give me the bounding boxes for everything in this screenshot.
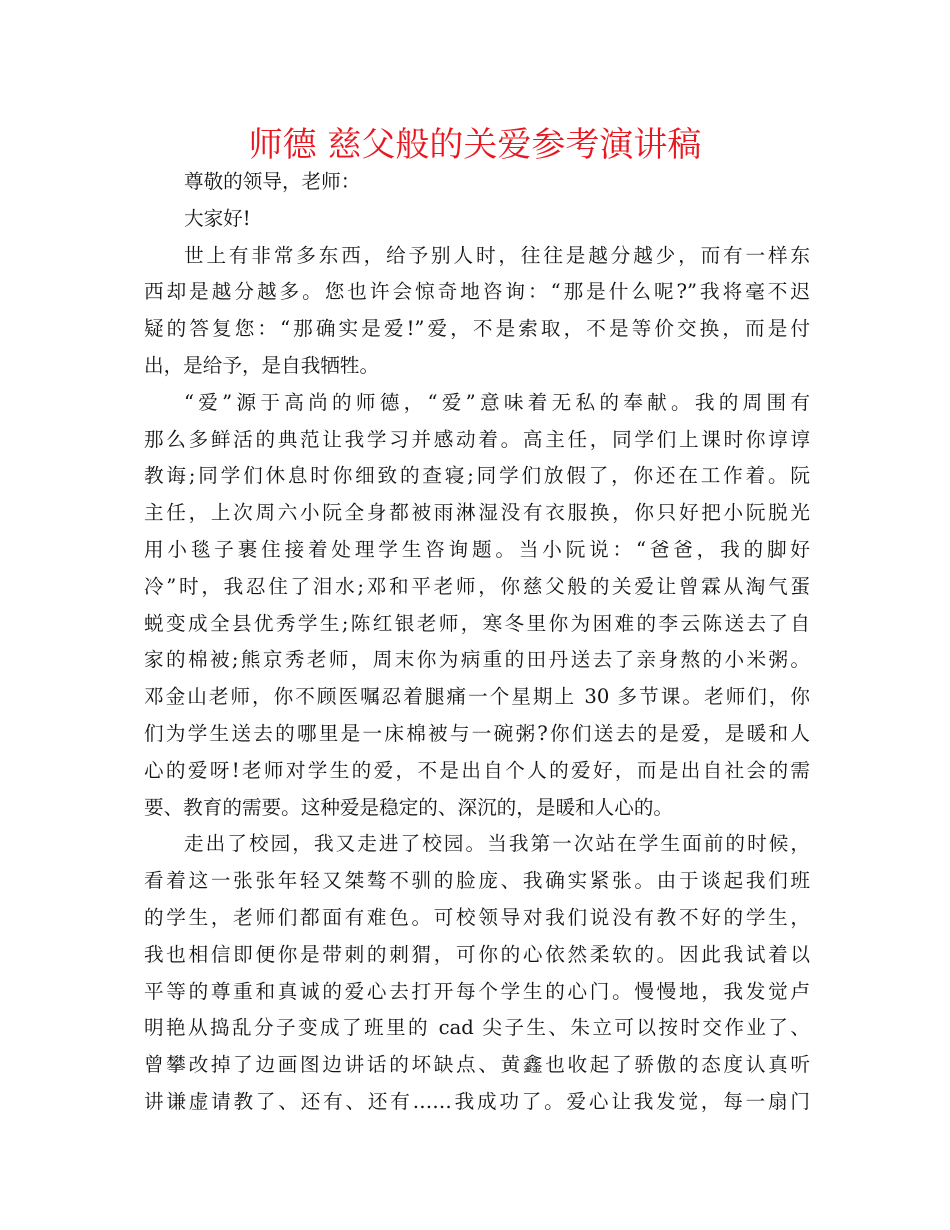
paragraph-line: 们为学生送去的哪里是一床棉被与一碗粥?你们送去的是爱，是暖和人	[144, 721, 810, 745]
paragraph-line: 教诲;同学们休息时你细致的查寝;同学们放假了，你还在工作着。阮	[144, 464, 810, 488]
greeting-line: 尊敬的领导，老师：	[184, 170, 361, 193]
paragraph-line: 出，是给予，是自我牺牲。	[144, 353, 380, 377]
paragraph-line: 曾攀改掉了边画图边讲话的坏缺点、黄鑫也收起了骄傲的态度认真听	[144, 1053, 810, 1077]
document-body	[144, 164, 810, 1121]
paragraph-line: 我也相信即便你是带刺的刺猬，可你的心依然柔软的。因此我试着以	[144, 942, 810, 966]
paragraph-line: 讲谦虚请教了、还有、还有……我成功了。爱心让我发觉，每一扇门	[144, 1089, 810, 1113]
paragraph-line: 西却是越分越多。您也许会惊奇地咨询：“那是什么呢?”我将毫不迟	[144, 280, 810, 304]
paragraph-1	[144, 238, 810, 385]
paragraph-line: 看着这一张张年轻又桀骜不驯的脸庞、我确实紧张。由于谈起我们班	[144, 869, 810, 893]
paragraph-line: 疑的答复您：“那确实是爱!”爱，不是索取，不是等价交换，而是付	[144, 317, 810, 341]
paragraph-line: “爱”源于高尚的师德，“爱”意味着无私的奉献。我的周围有	[184, 390, 810, 414]
paragraph-line: 的学生，老师们都面有难色。可校领导对我们说没有教不好的学生，	[144, 905, 810, 929]
paragraph-line: 心的爱呀!老师对学生的爱，不是出自个人的爱好，而是出自社会的需	[144, 758, 810, 782]
paragraph-line: 主任，上次周六小阮全身都被雨淋湿没有衣服换，你只好把小阮脱光	[144, 501, 810, 525]
salutation-line: 大家好!	[184, 206, 251, 230]
paragraph-line: 那么多鲜活的典范让我学习并感动着。高主任，同学们上课时你谆谆	[144, 427, 810, 451]
document-title: 师德 慈父般的关爱参考演讲稿	[248, 125, 702, 165]
paragraph-line: 明艳从捣乱分子变成了班里的 cad 尖子生、朱立可以按时交作业了、	[144, 1016, 810, 1040]
paragraph-line: 邓金山老师，你不顾医嘱忍着腿痛一个星期上 30 多节课。老师们，你	[144, 685, 810, 709]
paragraph-2	[144, 385, 810, 827]
paragraph-line: 家的棉被;熊京秀老师，周末你为病重的田丹送去了亲身熬的小米粥。	[144, 648, 810, 672]
paragraph-line: 冷”时，我忍住了泪水;邓和平老师，你慈父般的关爱让曾霖从淘气蛋	[144, 574, 810, 598]
paragraph-line: 蜕变成全县优秀学生;陈红银老师，寒冬里你为困难的李云陈送去了自	[144, 611, 810, 635]
paragraph-line: 用小毯子裹住接着处理学生咨询题。当小阮说：“爸爸，我的脚好	[144, 537, 810, 561]
paragraph-line: 世上有非常多东西，给予别人时，往往是越分越少，而有一样东	[184, 243, 810, 267]
paragraph-line: 要、教育的需要。这种爱是稳定的、深沉的，是暖和人心的。	[144, 795, 674, 819]
paragraph-line: 平等的尊重和真诚的爱心去打开每个学生的心门。慢慢地，我发觉卢	[144, 979, 810, 1003]
paragraph-3	[144, 826, 810, 1120]
paragraph-line: 走出了校园，我又走进了校园。当我第一次站在学生面前的时候，	[184, 832, 810, 856]
